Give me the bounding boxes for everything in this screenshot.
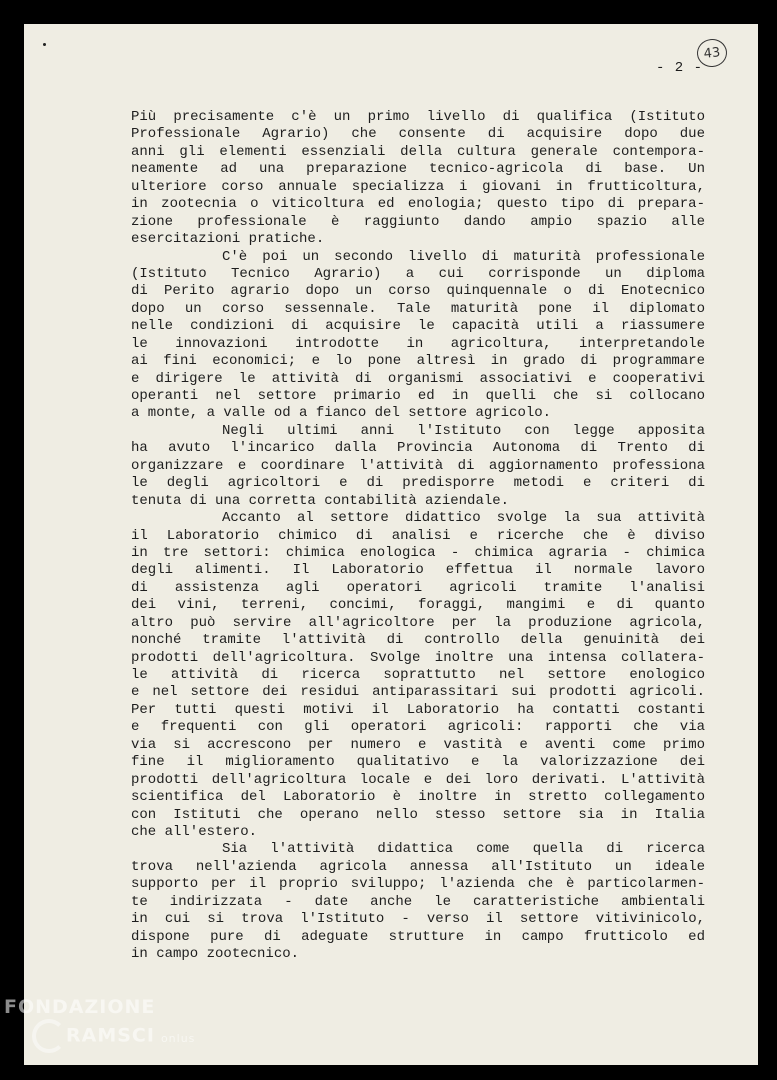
text-line: scientifica del Laboratorio è inoltre in stretto collegamento	[131, 789, 705, 806]
text-line: trova nell'azienda agricola annessa all'Istituto un ideale	[131, 858, 705, 875]
text-line: zione professionale è raggiunto dando ampio spazio alle	[131, 213, 705, 230]
text-line: Per tutti questi motivi il Laboratorio ha contatti costanti	[131, 701, 705, 718]
text-line: le innovazioni introdotte in agricoltura, interpretandole	[131, 335, 705, 352]
watermark-line1: FONDAZIONE	[4, 996, 156, 1018]
text-line: ulteriore corso annuale specializza i giovani in frutticoltura,	[131, 178, 705, 195]
watermark-g-icon	[32, 1019, 66, 1053]
text-line: ha avuto l'incarico dalla Provincia Autonoma di Trento di	[131, 440, 705, 457]
text-line: Sia l'attività didattica come quella di ricerca	[222, 841, 705, 858]
ink-speck	[43, 43, 46, 46]
text-line: le attività di ricerca soprattutto nel settore enologico	[131, 667, 705, 683]
text-line: anni gli elementi essenziali della cultura generale contempora-	[131, 143, 705, 160]
document-page	[24, 24, 758, 1065]
text-line: altro può servire all'agricoltore per la produzione agricola,	[131, 614, 705, 631]
text-line: e dirigere le attività di organismi associativi e cooperativi	[131, 370, 705, 387]
page-number: - 2 -	[656, 60, 704, 76]
text-line: dei vini, terreni, concimi, foraggi, mangimi e di quanto	[131, 597, 705, 614]
text-line: di assistenza agli operatori agricoli tramite l'analisi	[131, 579, 705, 596]
text-line: che all'estero.	[131, 823, 258, 840]
text-line: te indirizzata - date anche le caratteristiche ambientali	[131, 893, 705, 910]
text-line: in tre settori: chimica enologica - chimica agraria - chimica	[131, 544, 705, 561]
watermark-line2: RAMSCI	[66, 1024, 155, 1047]
watermark-logo	[4, 995, 195, 1053]
text-line: prodotti dell'agricoltura locale e dei loro derivati. L'attività	[131, 771, 705, 788]
text-line: via si accrescono per numero e vastità e aventi come primo	[131, 736, 705, 753]
text-line: degli alimenti. Il Laboratorio effettua il normale lavoro	[131, 562, 705, 579]
text-line: C'è poi un secondo livello di maturità professionale	[222, 248, 705, 265]
text-line: esercitazioni pratiche.	[131, 231, 325, 248]
watermark-suffix: onlus	[160, 1031, 196, 1045]
text-line: a monte, a valle od a fianco del settore agricolo.	[131, 405, 552, 422]
text-line: Professionale Agrario) che consente di acquisire dopo due	[131, 126, 705, 143]
text-line: (Istituto Tecnico Agrario) a cui corrisponde un diploma	[131, 265, 705, 282]
text-line: prodotti dell'agricoltura. Svolge inoltre una intensa collatera-	[131, 649, 705, 666]
text-line: il Laboratorio chimico di analisi e ricerche che è diviso	[131, 527, 705, 544]
text-line: Negli ultimi anni l'Istituto con legge apposita	[222, 422, 705, 439]
text-line: dispone pure di adeguate strutture in campo frutticolo ed	[131, 928, 705, 945]
text-line: neamente ad una preparazione tecnico-agricola di base. Un	[131, 161, 705, 178]
text-line: organizzare e coordinare l'attività di aggiornamento professiona	[131, 457, 705, 474]
text-line: con Istituti che operano nello stesso settore sia in Italia	[131, 806, 705, 823]
text-line: nelle condizioni di acquisire le capacità utili a riassumere	[131, 318, 705, 335]
folio-stamp: 43	[696, 38, 729, 69]
text-line: in campo zootecnico.	[131, 946, 300, 962]
text-line: in zootecnia o viticoltura ed enologia; questo tipo di prepara-	[131, 196, 705, 213]
text-line: dopo un corso sessennale. Tale maturità pone il diplomato	[131, 300, 705, 317]
text-line: nonché tramite l'attività di controllo della genuinità dei	[131, 632, 705, 649]
body-text	[131, 109, 705, 963]
text-line: Accanto al settore didattico svolge la sua attività	[222, 510, 705, 527]
text-line: operanti nel settore primario ed in quelli che si collocano	[131, 388, 705, 404]
text-line: ai fini economici; e lo pone altresì in grado di programmare	[131, 353, 705, 370]
text-line: e nel settore dei residui antiparassitari sui prodotti agricoli.	[131, 684, 705, 701]
text-line: di Perito agrario dopo un corso quinquennale o di Enotecnico	[131, 283, 705, 300]
text-line: tenuta di una corretta contabilità aziendale.	[131, 492, 510, 509]
text-line: le degli agricoltori e di predisporre metodi e criteri di	[131, 475, 705, 492]
text-line: Più precisamente c'è un primo livello di qualifica (Istituto	[131, 109, 705, 125]
text-line: fine il miglioramento qualitativo e la valorizzazione dei	[131, 754, 705, 771]
text-line: supporto per il proprio sviluppo; l'azienda che è particolarmen-	[131, 876, 705, 893]
text-line: in cui si trova l'Istituto - verso il settore vitivinicolo,	[131, 911, 705, 928]
text-line: e frequenti con gli operatori agricoli: rapporti che via	[131, 719, 705, 736]
